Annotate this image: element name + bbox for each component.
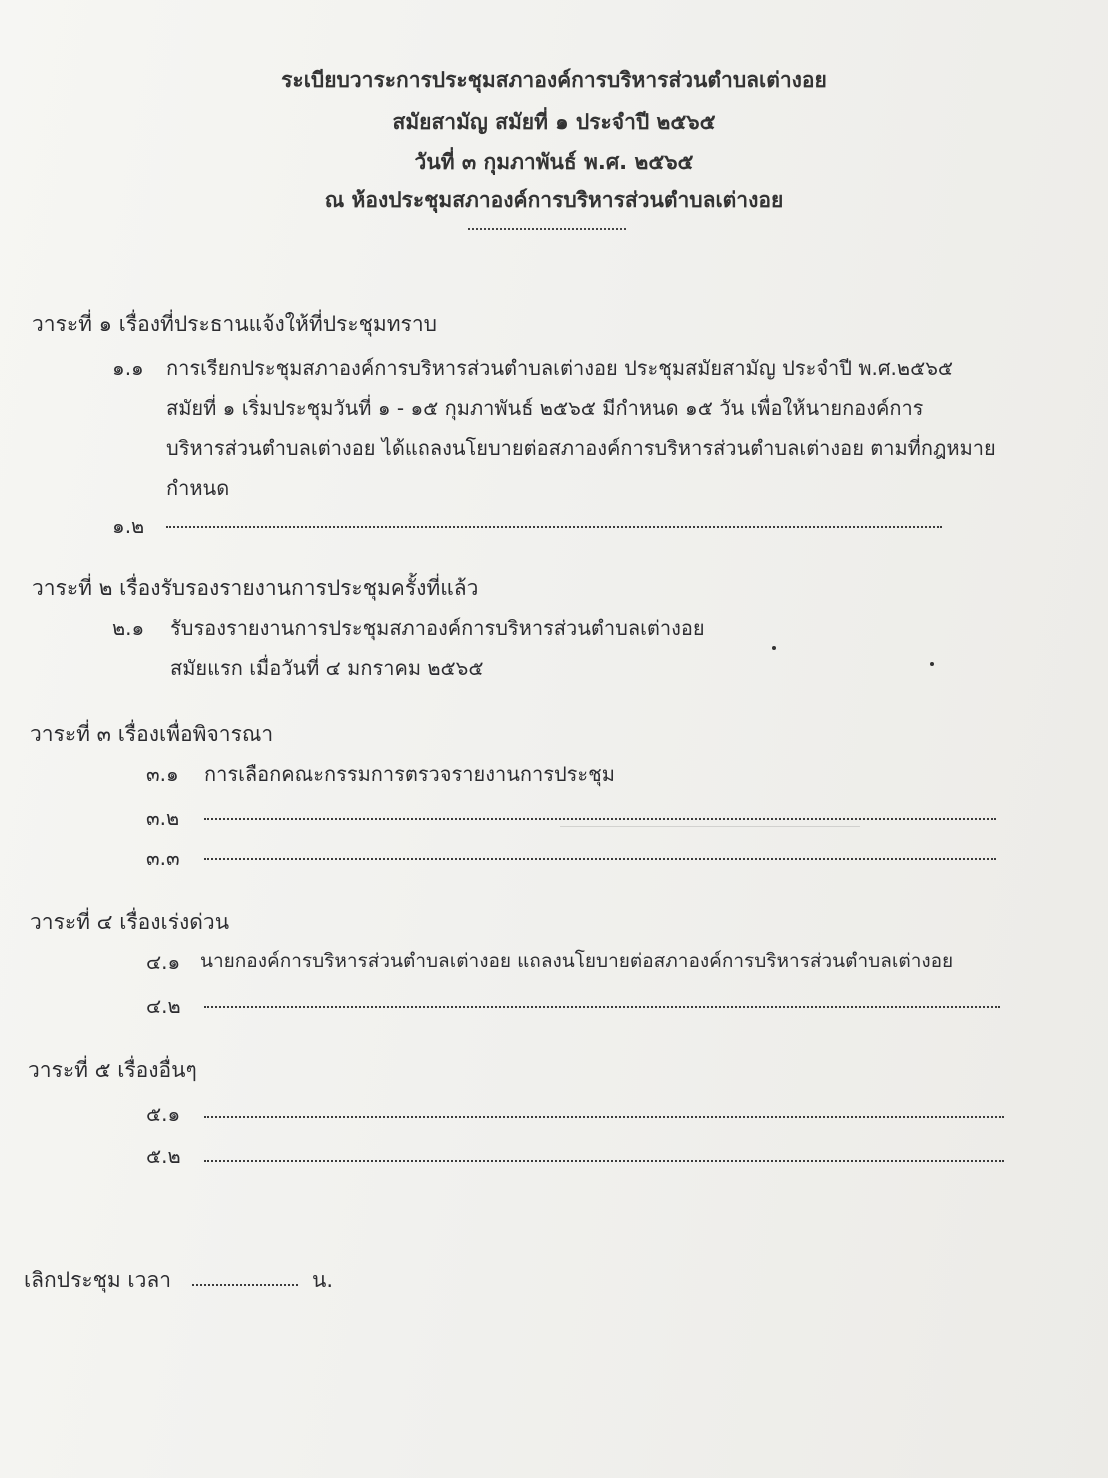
- agenda-5-item-2-number: ๕.๒: [146, 1144, 181, 1168]
- agenda-1-title: วาระที่ ๑ เรื่องที่ประธานแจ้งให้ที่ประชุมทราบ: [32, 312, 437, 336]
- agenda-1-item-1-line-4: กำหนด: [166, 476, 230, 500]
- agenda-5-item-2-blank: [204, 1160, 1004, 1162]
- agenda-1-item-2-number: ๑.๒: [112, 514, 145, 538]
- venue-line: ณ ห้องประชุมสภาองค์การบริหารส่วนตำบลเต่างอย: [324, 188, 784, 212]
- ink-speck: [930, 662, 934, 666]
- document-title: ระเบียบวาระการประชุมสภาองค์การบริหารส่วนตำบลเต่างอย: [281, 68, 827, 92]
- agenda-5-title: วาระที่ ๕ เรื่องอื่นๆ: [28, 1058, 197, 1082]
- agenda-4-item-1-text: นายกองค์การบริหารส่วนตำบลเต่างอย แถลงนโยบายต่อสภาองค์การบริหารส่วนตำบลเต่างอย: [200, 950, 954, 972]
- agenda-3-item-1-text: การเลือกคณะกรรมการตรวจรายงานการประชุม: [204, 762, 615, 786]
- agenda-2-item-1-line-2: สมัยแรก เมื่อวันที่ ๔ มกราคม ๒๕๖๕: [170, 656, 484, 680]
- agenda-1-item-1-line-2: สมัยที่ ๑ เริ่มประชุมวันที่ ๑ - ๑๕ กุมภาพันธ์ ๒๕๖๕ มีกำหนด ๑๕ วัน เพื่อให้นายกองค์การ: [166, 396, 924, 420]
- agenda-1-item-1-number: ๑.๑: [112, 356, 144, 380]
- paper-fold-line: [560, 826, 860, 827]
- agenda-3-title: วาระที่ ๓ เรื่องเพื่อพิจารณา: [30, 722, 274, 746]
- agenda-1-item-1-line-3: บริหารส่วนตำบลเต่างอย ได้แถลงนโยบายต่อสภาองค์การบริหารส่วนตำบลเต่างอย ตามที่กฎหมาย: [166, 436, 996, 460]
- agenda-5-item-1-blank: [204, 1116, 1004, 1118]
- closing-unit: น.: [312, 1268, 334, 1292]
- ink-speck: [772, 646, 776, 650]
- agenda-3-item-2-number: ๓.๒: [146, 806, 180, 830]
- agenda-2-item-1-line-1: รับรองรายงานการประชุมสภาองค์การบริหารส่วนตำบลเต่างอย: [170, 616, 705, 640]
- agenda-5-item-1-number: ๕.๑: [146, 1102, 181, 1126]
- agenda-3-item-3-number: ๓.๓: [146, 846, 180, 870]
- agenda-3-item-3-blank: [204, 858, 996, 860]
- agenda-2-item-1-number: ๒.๑: [112, 616, 145, 640]
- agenda-1-item-1-line-1: การเรียกประชุมสภาองค์การบริหารส่วนตำบลเต่างอย ประชุมสมัยสามัญ ประจำปี พ.ศ.๒๕๖๕: [166, 356, 954, 380]
- closing-label: เลิกประชุม เวลา: [24, 1268, 172, 1292]
- date-line: วันที่ ๓ กุมภาพันธ์ พ.ศ. ๒๕๖๕: [414, 150, 694, 174]
- agenda-4-item-2-blank: [204, 1006, 1000, 1008]
- agenda-4-item-2-number: ๔.๒: [146, 994, 181, 1018]
- agenda-4-title: วาระที่ ๔ เรื่องเร่งด่วน: [30, 910, 230, 934]
- agenda-4-item-1-number: ๔.๑: [146, 950, 181, 974]
- session-line: สมัยสามัญ สมัยที่ ๑ ประจำปี ๒๕๖๕: [392, 110, 716, 134]
- agenda-3-item-1-number: ๓.๑: [146, 762, 179, 786]
- agenda-1-item-2-blank: [166, 526, 942, 528]
- agenda-2-title: วาระที่ ๒ เรื่องรับรองรายงานการประชุมครั้งที่แล้ว: [32, 576, 479, 600]
- header-dotted-rule: [468, 228, 626, 230]
- closing-time-blank: [192, 1284, 298, 1286]
- agenda-3-item-2-blank: [204, 818, 996, 820]
